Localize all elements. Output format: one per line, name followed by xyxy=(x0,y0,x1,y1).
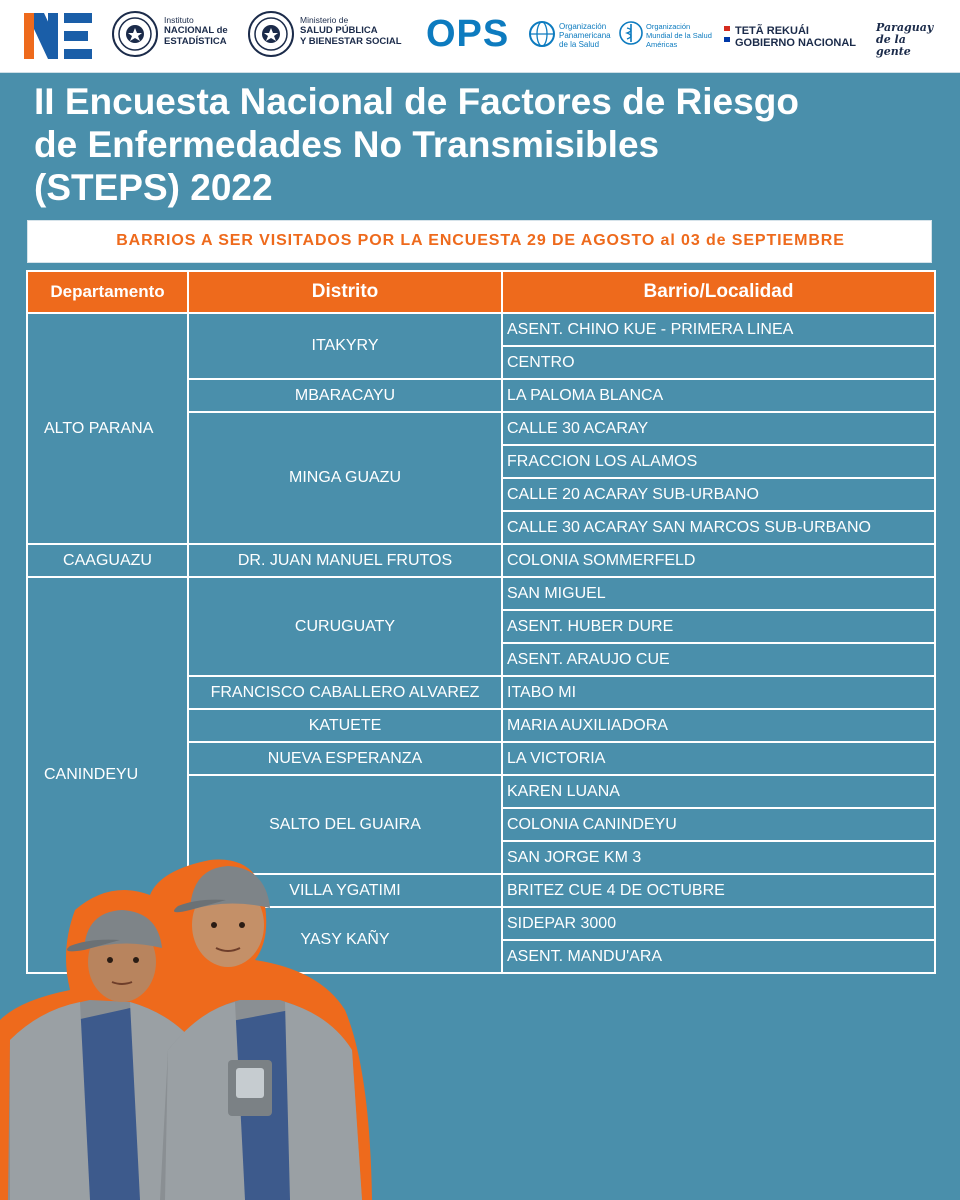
barrio-cell: ASENT. ARAUJO CUE xyxy=(502,643,935,676)
ops-label-line1: Organización xyxy=(559,22,607,31)
subtitle-text: BARRIOS A SER VISITADOS POR LA ENCUESTA 29 DE AGOSTO al 03 de SEPTIEMBRE xyxy=(116,232,845,249)
paraguay-de-la-gente-logo xyxy=(876,22,940,58)
distrito-cell: CURUGUATY xyxy=(188,577,502,676)
distrito-cell: KATUETE xyxy=(188,709,502,742)
title-line-2: de Enfermedades No Transmisibles xyxy=(34,124,660,165)
oms-label-line3: Américas xyxy=(646,40,678,49)
distrito-cell: SALTO DEL GUAIRA xyxy=(188,775,502,874)
ine-label-small: Instituto xyxy=(164,15,194,25)
survey-workers-illustration xyxy=(0,850,400,1200)
oms-emblem-icon xyxy=(618,20,644,46)
logo-bar xyxy=(0,0,960,73)
py-logo-line1: Paraguay xyxy=(876,21,934,34)
ops-label-line2: Panamericana xyxy=(559,31,611,40)
barrio-cell: ASENT. MANDU'ARA xyxy=(502,940,935,973)
distrito-cell: MBARACAYU xyxy=(188,379,502,412)
barrio-cell: SAN JORGE KM 3 xyxy=(502,841,935,874)
ine-label-line1: NACIONAL de xyxy=(164,25,228,36)
distrito-cell: MINGA GUAZU xyxy=(188,412,502,544)
py-logo-line2: de la gente xyxy=(876,33,911,58)
table-row xyxy=(27,544,935,577)
barrio-cell: ASENT. CHINO KUE - PRIMERA LINEA xyxy=(502,313,935,346)
barrio-cell: LA PALOMA BLANCA xyxy=(502,379,935,412)
ine-logo-icon xyxy=(24,13,94,59)
table-header-row xyxy=(27,271,935,313)
distrito-cell: YASY KAÑY xyxy=(188,907,502,973)
header-departamento: Departamento xyxy=(27,271,188,313)
barrio-cell: COLONIA SOMMERFELD xyxy=(502,544,935,577)
departamento-cell: ALTO PARANA xyxy=(27,313,188,544)
ops-wordmark: OPS xyxy=(426,13,510,55)
oms-label-line1: Organización xyxy=(646,22,691,31)
gobierno-label-line2: GOBIERNO NACIONAL xyxy=(735,37,856,49)
oms-label xyxy=(646,22,712,49)
distrito-cell: ITAKYRY xyxy=(188,313,502,379)
distrito-cell: VILLA YGATIMI xyxy=(188,874,502,907)
paraguay-flag-icon xyxy=(724,26,730,42)
ministry-label-line2: Y BIENESTAR SOCIAL xyxy=(300,36,402,47)
barrio-cell: SAN MIGUEL xyxy=(502,577,935,610)
departamento-cell: CANINDEYU xyxy=(27,577,188,973)
barrio-cell: MARIA AUXILIADORA xyxy=(502,709,935,742)
barrio-cell: COLONIA CANINDEYU xyxy=(502,808,935,841)
ine-label-line2: ESTADÍSTICA xyxy=(164,36,227,47)
table-row xyxy=(27,313,935,346)
barrio-cell: LA VICTORIA xyxy=(502,742,935,775)
ops-globe-icon xyxy=(528,20,556,48)
subtitle-banner xyxy=(27,220,932,263)
departamento-cell: CAAGUAZU xyxy=(27,544,188,577)
gobierno-label-line1: TETÃ REKUÁI xyxy=(735,25,809,37)
oms-label-line2: Mundial de la Salud xyxy=(646,31,712,40)
barrio-cell: ITABO MI xyxy=(502,676,935,709)
barrio-cell: KAREN LUANA xyxy=(502,775,935,808)
barrio-cell: FRACCION LOS ALAMOS xyxy=(502,445,935,478)
ops-label-line3: de la Salud xyxy=(559,40,600,49)
header-distrito: Distrito xyxy=(188,271,502,313)
table-row xyxy=(27,577,935,610)
distrito-cell: NUEVA ESPERANZA xyxy=(188,742,502,775)
ops-label xyxy=(559,22,611,49)
distrito-cell: DR. JUAN MANUEL FRUTOS xyxy=(188,544,502,577)
ministry-label-line1: SALUD PÚBLICA xyxy=(300,25,378,36)
barrio-cell: CENTRO xyxy=(502,346,935,379)
title-line-3: (STEPS) 2022 xyxy=(34,167,273,208)
ministry-seal-icon xyxy=(248,11,294,57)
barrio-cell: CALLE 30 ACARAY SAN MARCOS SUB-URBANO xyxy=(502,511,935,544)
title-line-1: II Encuesta Nacional de Factores de Riesgo xyxy=(34,81,799,122)
barrio-cell: CALLE 30 ACARAY xyxy=(502,412,935,445)
national-seal-icon xyxy=(112,11,158,57)
barrio-cell: SIDEPAR 3000 xyxy=(502,907,935,940)
header-barrio: Barrio/Localidad xyxy=(502,271,935,313)
ministry-label-small: Ministerio de xyxy=(300,15,349,25)
page-title xyxy=(34,80,934,209)
distrito-cell: FRANCISCO CABALLERO ALVAREZ xyxy=(188,676,502,709)
barrio-cell: BRITEZ CUE 4 DE OCTUBRE xyxy=(502,874,935,907)
barrio-cell: ASENT. HUBER DURE xyxy=(502,610,935,643)
barrio-cell: CALLE 20 ACARAY SUB-URBANO xyxy=(502,478,935,511)
